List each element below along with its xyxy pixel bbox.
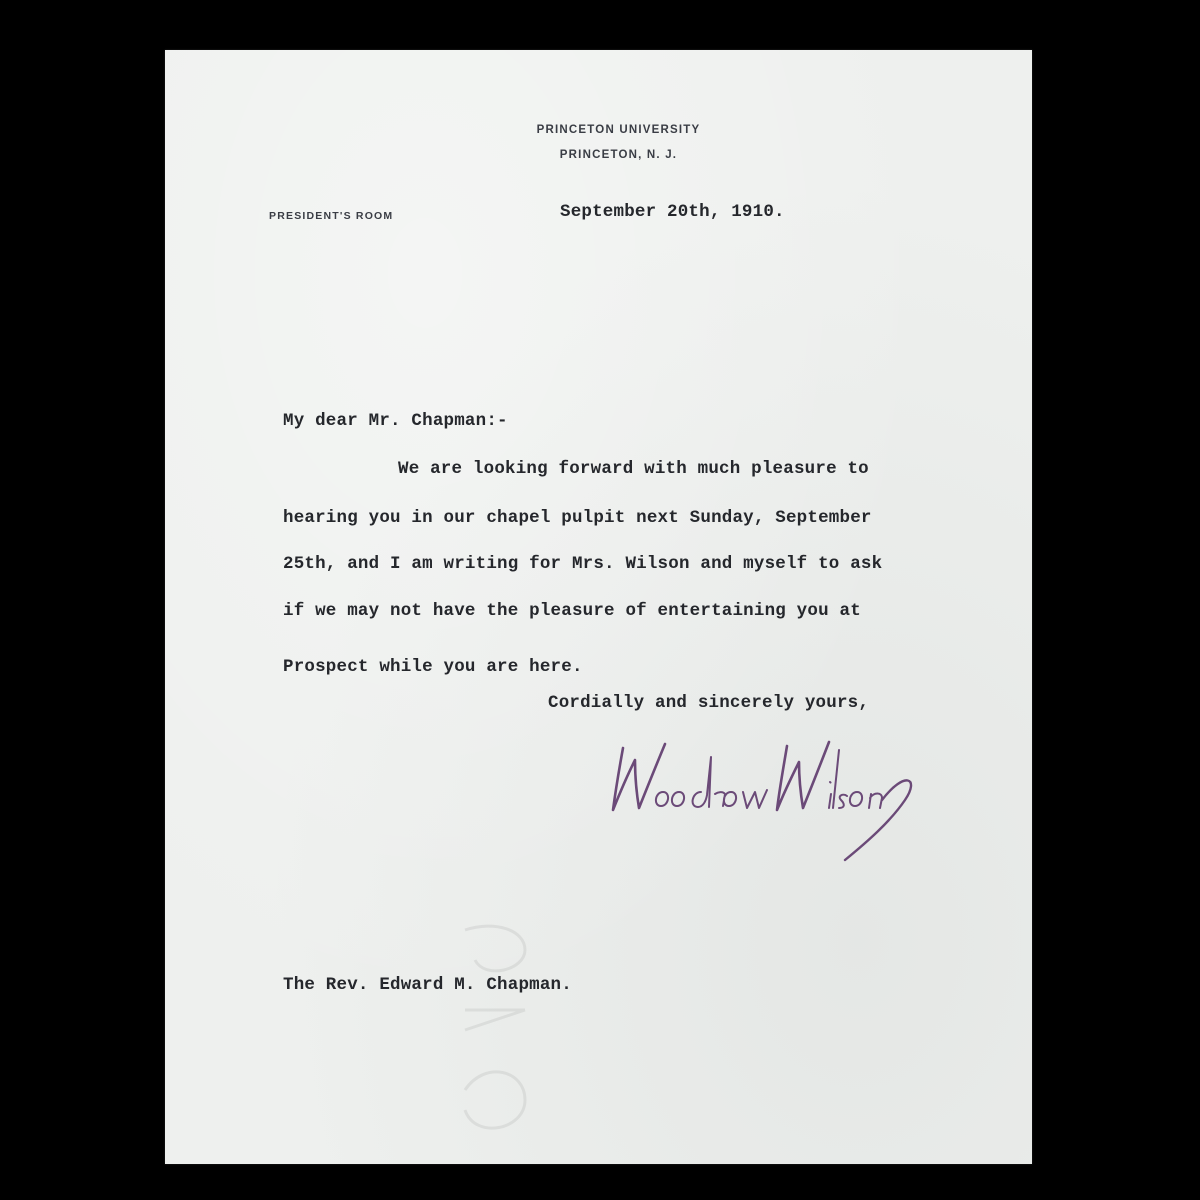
letter-date: September 20th, 1910. (560, 202, 785, 222)
addressee: The Rev. Edward M. Chapman. (283, 975, 572, 995)
letterhead-location: PRINCETON, N. J. (559, 149, 678, 161)
body-line: if we may not have the pleasure of entertaining you at (283, 601, 861, 621)
letter-sheet (165, 50, 1032, 1164)
letterhead-institution: PRINCETON UNIVERSITY (536, 124, 701, 136)
letterhead-office: PRESIDENT'S ROOM (269, 210, 394, 222)
body-line: Prospect while you are here. (283, 657, 583, 677)
body-line: We are looking forward with much pleasure to (398, 459, 869, 479)
body-line: hearing you in our chapel pulpit next Sunday, September (283, 508, 872, 528)
closing: Cordially and sincerely yours, (548, 693, 870, 713)
show-through-ink (445, 900, 545, 1160)
body-line: 25th, and I am writing for Mrs. Wilson and myself to ask (283, 554, 883, 574)
salutation: My dear Mr. Chapman:- (283, 411, 508, 431)
handwritten-signature (605, 730, 935, 865)
